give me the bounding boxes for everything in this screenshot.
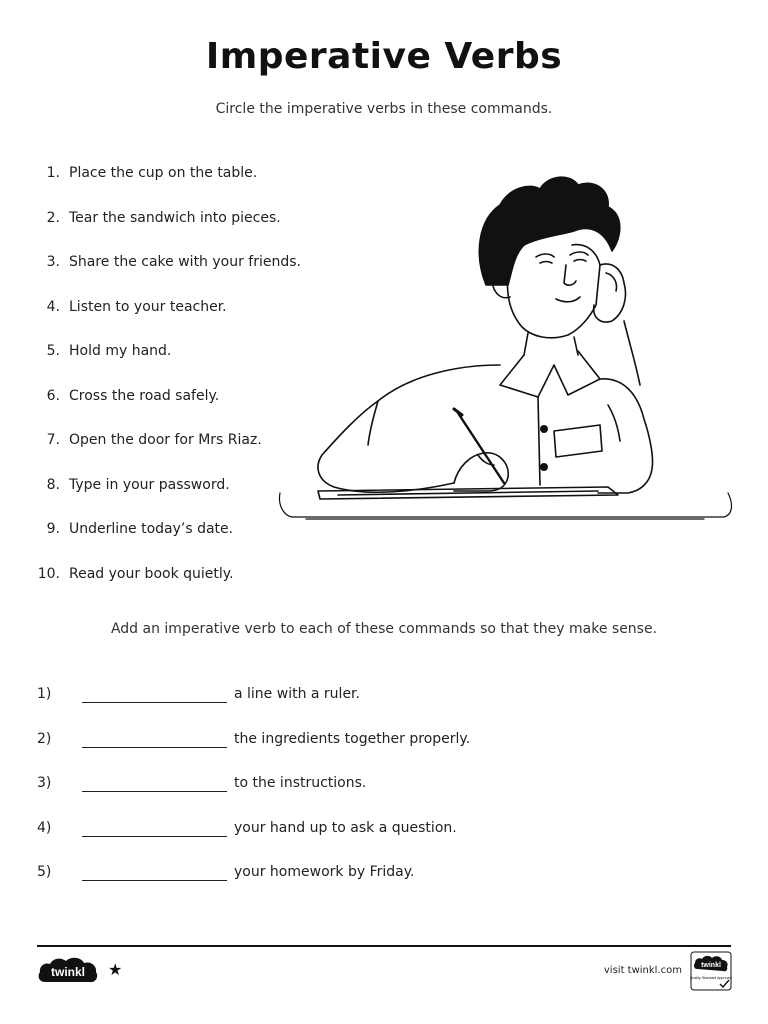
- item-text: Place the cup on the table.: [69, 165, 258, 181]
- list-item: [37, 864, 717, 909]
- item-text: Hold my hand.: [69, 343, 172, 359]
- item-number: 8.: [46, 476, 60, 493]
- item-number: 7.: [46, 432, 60, 448]
- item-text: a line with a ruler.: [234, 686, 360, 702]
- item-text: Type in your password.: [69, 476, 230, 493]
- item-text: Share the cake with your friends.: [69, 254, 301, 270]
- item-number: 2.: [46, 209, 60, 226]
- item-number: 5): [37, 864, 52, 880]
- instruction-circle: Circle the imperative verbs in these commands.: [215, 101, 553, 117]
- item-number: 2): [37, 730, 52, 747]
- fill-in-list: [37, 686, 717, 909]
- item-text: your homework by Friday.: [234, 864, 415, 880]
- item-number: 6.: [46, 387, 60, 404]
- list-item: [30, 566, 330, 611]
- visit-link[interactable]: visit twinkl.com: [603, 965, 682, 976]
- boy-thinking-at-desk-illustration: [278, 165, 734, 525]
- item-text: Cross the road safely.: [69, 387, 220, 404]
- list-item: [37, 686, 717, 731]
- list-item: [30, 521, 330, 566]
- page-title: Imperative Verbs: [205, 36, 563, 77]
- item-text: Read your book quietly.: [69, 565, 234, 582]
- item-number: 10.: [37, 565, 60, 582]
- item-text: to the instructions.: [234, 775, 367, 791]
- footer-divider: [37, 945, 731, 947]
- badge-caption: Quality Standard Approved: [690, 976, 732, 980]
- item-number: 4.: [46, 298, 60, 315]
- list-item: [37, 775, 717, 820]
- item-number: 3): [37, 775, 52, 791]
- item-text: Tear the sandwich into pieces.: [69, 209, 281, 226]
- list-item: [37, 820, 717, 865]
- item-number: 1.: [46, 165, 60, 181]
- badge-logo-text: twinkl: [701, 962, 721, 969]
- item-number: 4): [37, 819, 52, 836]
- item-number: 9.: [46, 521, 60, 537]
- item-text: Listen to your teacher.: [69, 298, 227, 315]
- quality-standard-badge: [690, 951, 732, 991]
- star-icon: ★: [108, 960, 123, 979]
- item-number: 1): [37, 686, 52, 702]
- answer-blank[interactable]: [82, 775, 227, 792]
- item-number: 3.: [46, 254, 60, 270]
- answer-blank[interactable]: [82, 731, 227, 748]
- item-text: the ingredients together properly.: [234, 730, 471, 747]
- list-item: [37, 731, 717, 776]
- answer-blank[interactable]: [82, 820, 227, 837]
- twinkl-cloud-logo[interactable]: [37, 956, 99, 986]
- answer-blank[interactable]: [82, 686, 227, 703]
- item-text: Open the door for Mrs Riaz.: [69, 432, 262, 448]
- item-number: 5.: [46, 343, 60, 359]
- instruction-fill-in: Add an imperative verb to each of these commands so that they make sense.: [110, 621, 658, 637]
- answer-blank[interactable]: [82, 864, 227, 881]
- logo-text: twinkl: [50, 965, 86, 979]
- item-text: Underline today’s date.: [69, 521, 234, 537]
- item-text: your hand up to ask a question.: [234, 819, 457, 836]
